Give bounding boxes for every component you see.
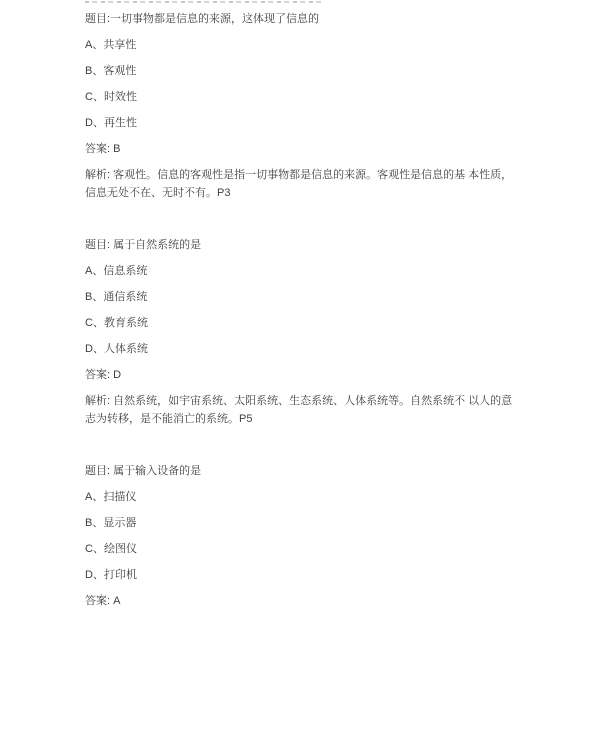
question-block-3 xyxy=(85,462,528,610)
option-a: A、扫描仪 xyxy=(85,491,137,503)
question-block-1 xyxy=(85,10,528,236)
paragraph-spacer xyxy=(85,436,528,462)
clipped-text-remnant xyxy=(85,1,323,3)
explanation-line: 解析: 自然系统，如宇宙系统、太阳系统、生态系统、人体系统等。自然系统不 以人的意 xyxy=(85,395,513,407)
question-title: 题目:一切事物都是信息的来源，这体现了信息的 xyxy=(85,13,320,25)
question-title: 题目: 属于自然系统的是 xyxy=(85,239,202,251)
explanation-line: 志为转移，是不能消亡的系统。P5 xyxy=(85,413,253,425)
explanation xyxy=(85,392,528,428)
option-b: B、显示器 xyxy=(85,517,137,529)
option-c: C、时效性 xyxy=(85,91,137,103)
option-c: C、绘图仪 xyxy=(85,543,137,555)
option-b: B、通信系统 xyxy=(85,291,148,303)
option-a: A、共享性 xyxy=(85,39,137,51)
question-block-2 xyxy=(85,236,528,462)
paragraph-spacer xyxy=(85,210,528,236)
option-d: D、打印机 xyxy=(85,569,137,581)
option-b: B、客观性 xyxy=(85,65,137,77)
option-d: D、再生性 xyxy=(85,117,137,129)
question-title: 题目: 属于输入设备的是 xyxy=(85,465,202,477)
explanation xyxy=(85,166,528,202)
option-a: A、信息系统 xyxy=(85,265,148,277)
option-d: D、人体系统 xyxy=(85,343,148,355)
answer-line: 答案: B xyxy=(85,143,121,155)
answer-line: 答案: A xyxy=(85,595,121,607)
answer-line: 答案: D xyxy=(85,369,122,381)
explanation-line: 解析: 客观性。信息的客观性是指一切事物都是信息的来源。客观性是信息的基 本性质， xyxy=(85,169,513,181)
option-c: C、教育系统 xyxy=(85,317,148,329)
explanation-line: 信息无处不在、无时不有。P3 xyxy=(85,187,231,199)
